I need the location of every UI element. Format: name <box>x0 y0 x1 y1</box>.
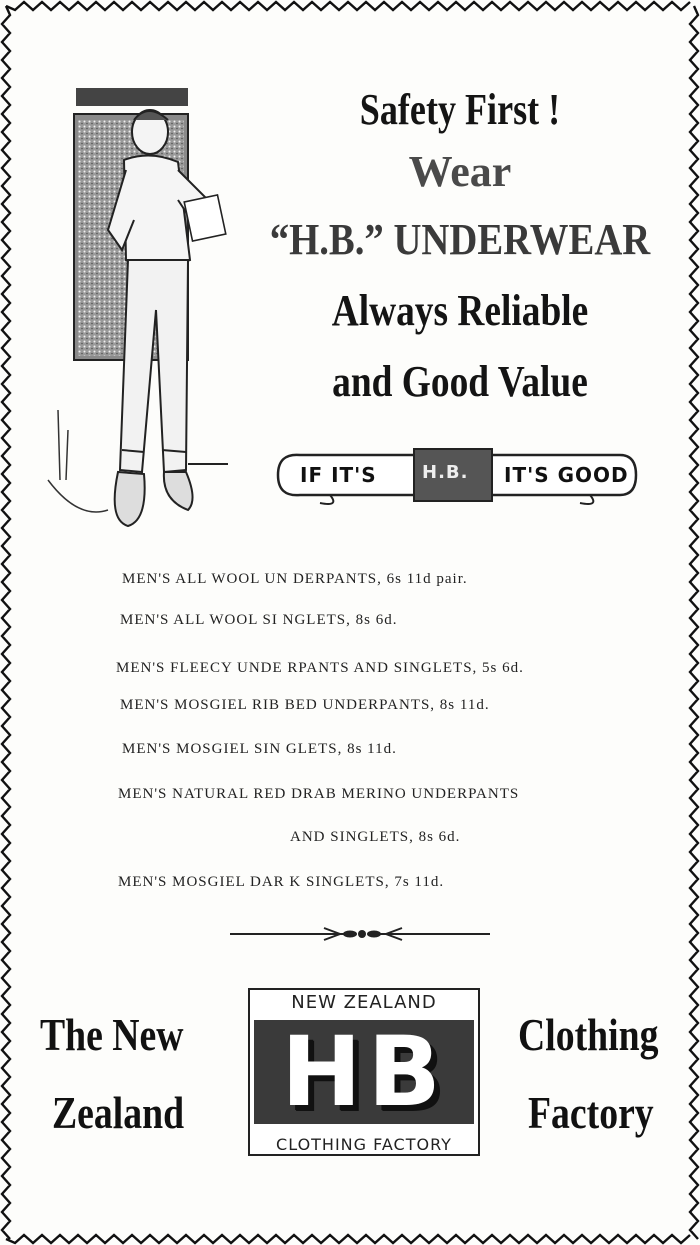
banner-left-text: IF IT'S <box>300 463 377 487</box>
price-item: MEN'S ALL WOOL SI NGLETS, 8s 6d. <box>120 612 398 628</box>
logo-hb-panel <box>254 1020 474 1124</box>
hb-logo <box>248 988 480 1156</box>
price-item: MEN'S ALL WOOL UN DERPANTS, 6s 11d pair. <box>122 571 468 587</box>
if-its-hb-banner <box>270 445 640 505</box>
price-item: MEN'S MOSGIEL RIB BED UNDERPANTS, 8s 11d. <box>120 697 490 713</box>
logo-bottom-text: CLOTHING FACTORY <box>276 1135 452 1154</box>
headline-wear: Wear <box>408 147 512 196</box>
logo-top-text: NEW ZEALAND <box>291 992 437 1013</box>
ornament-divider <box>228 924 494 944</box>
price-item: MEN'S MOSGIEL SIN GLETS, 8s 11d. <box>122 741 397 757</box>
price-item: AND SINGLETS, 8s 6d. <box>290 829 461 845</box>
footer-right-line1: Clothing <box>518 1009 659 1060</box>
headline-always-reliable: Always Reliable <box>331 286 589 335</box>
footer-left-line1: The New <box>40 1009 184 1060</box>
footer-right-line2: Factory <box>528 1087 654 1138</box>
price-item: MEN'S NATURAL RED DRAB MERINO UNDERPANTS <box>118 786 520 802</box>
headline-hb-underwear: “H.B.” UNDERWEAR <box>269 215 651 264</box>
price-item: MEN'S MOSGIEL DAR K SINGLETS, 7s 11d. <box>118 874 445 890</box>
banner-right-text: IT'S GOOD <box>504 463 629 487</box>
price-item: MEN'S FLEECY UNDE RPANTS AND SINGLETS, 5s 6d. <box>116 660 524 676</box>
footer-left-line2: Zealand <box>52 1087 185 1138</box>
banner-middle-text: H.B. <box>422 462 469 483</box>
headline-good-value: and Good Value <box>332 357 588 406</box>
man-illustration <box>38 80 238 540</box>
logo-hb-letters: HB <box>281 1020 447 1124</box>
headline-safety-first: Safety First ! <box>359 85 561 134</box>
